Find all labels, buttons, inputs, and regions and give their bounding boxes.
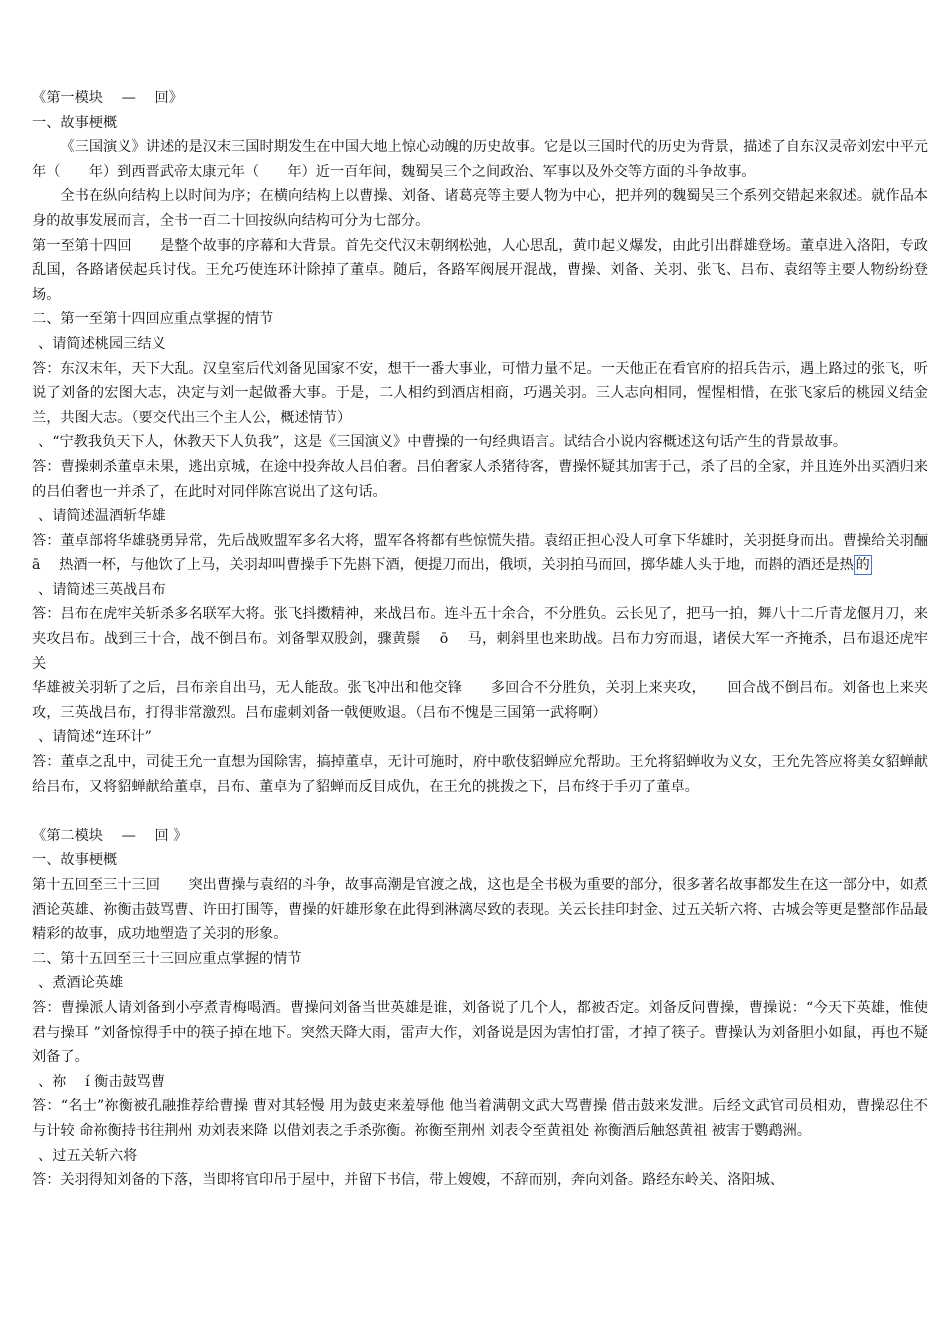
module1-answer-5: 答：董卓之乱中，司徒王允一直想为国除害，搞掉董卓，无计可施时，府中歌伎貂蝉应允帮助。王允将貂蝉收为义女，王允先答应将美女貂蝉献给吕布，又将貂蝉献给董卓，吕布、董卓为了貂蝉而反目成仇，在王允的挑拨之下，吕布终于手刃了董卓。 [32, 754, 928, 795]
document-body [32, 86, 947, 1193]
module2-question-1: 、煮酒论英雄 [38, 975, 124, 992]
module1-paragraph-1: 《三国演义》讲述的是汉末三国时期发生在中国大地上惊心动魄的历史故事。它是以三国时代的历史为背景，描述了自东汉灵帝刘宏中平元年（ 年）到西晋武帝太康元年（ 年）近一百年间，魏蜀吴三个之间政治、军事以及外交等方面的斗争故事。 [32, 139, 928, 180]
module1-question-4: 、请简述三英战吕布 [38, 581, 166, 598]
module1-paragraph-3: 第一至第十四回 是整个故事的序幕和大背景。首先交代汉末朝纲松弛，人心思乱，黄巾起义爆发，由此引出群雄登场。董卓进入洛阳，专政乱国，各路诸侯起兵讨伐。王允巧使连环计除掉了董卓。随后，各路军阀展开混战，曹操、刘备、关羽、张飞、吕布、袁绍等主要人物纷纷登场。 [32, 237, 928, 303]
module1-heading-plots: 二、第一至第十四回应重点掌握的情节 [32, 311, 274, 328]
module2-title: 《第二模块 — 回 》 [32, 827, 188, 844]
module1-question-5: 、请简述“连环计” [38, 729, 152, 746]
module2-question-3: 、过五关斩六将 [38, 1147, 138, 1164]
module1-answer-1: 答：东汉末年，天下大乱。汉皇室后代刘备见国家不安，想干一番大事业，可惜力量不足。一天他正在看官府的招兵告示，遇上路过的张飞，听说了刘备的宏图大志，决定与刘一起做番大事。于是，二人相约到酒店相商，巧遇关羽。三人志向相同，惺惺相惜，在张飞家后的桃园义结金兰，共图大志。（要交代出三个主人公，概述情节） [32, 360, 928, 426]
module1-answer-4a: 答：吕布在虎牢关斩杀多名联军大将。张飞抖擞精神，来战吕布。连斗五十余合，不分胜负。云长见了，把马一拍，舞八十二斤青龙偃月刀，来夹攻吕布。战到三十合，战不倒吕布。刘备掣双股剑，骤黄鬃 ō 马，刺斜里也来助战。吕布力穷而退，诸侯大军一齐掩杀，吕布退还虎牢关 [32, 606, 928, 672]
text-cursor-highlight[interactable]: 的 [855, 557, 870, 574]
module1-answer-4b: 华雄被关羽斩了之后，吕布亲自出马，无人能敌。张飞冲出和他交锋 多回合不分胜负，关羽上来夹攻， 回合战不倒吕布。刘备也上来夹攻，三英战吕布，打得非常激烈。吕布虚刺刘备一戟便败退。（吕布不愧是三国第一武将啊） [32, 680, 928, 721]
module2-heading-plots: 二、第十五回至三十三回应重点掌握的情节 [32, 950, 302, 967]
section-gap [32, 799, 928, 824]
module1-paragraph-2: 全书在纵向结构上以时间为序；在横向结构上以曹操、刘备、诸葛亮等主要人物为中心，把并列的魏蜀吴三个系列交错起来叙述。就作品本身的故事发展而言，全书一百二十回按纵向结构可分为七部分。 [32, 188, 928, 229]
module2-answer-3: 答：关羽得知刘备的下落，当即将官印吊于屋中，并留下书信，带上嫂嫂，不辞而别，奔向刘备。路经东岭关、洛阳城、 [32, 1172, 784, 1189]
module1-question-1: 、请简述桃园三结义 [38, 335, 166, 352]
module1-answer-3 [32, 529, 947, 578]
module1-title: 《第一模块 — 回》 [32, 90, 183, 106]
module1-answer-3-text: 答：董卓部将华雄骁勇异常，先后战败盟军多名大将，盟军各将都有些惊慌失措。袁绍正担心没人可拿下华雄时，关羽挺身而出。曹操给关羽酾 ā 热酒一杯，与他饮了上马，关羽却叫曹操手下先斟下酒，便提刀而出，俄顷，关羽拍马而回，掷华雄人头于地，而斟的酒还是热 [32, 532, 947, 574]
module2-answer-2: 答：“名士”祢衡被孔融推荐给曹操 曹对其轻慢 用为鼓吏来羞辱他 他当着满朝文武大骂曹操 借击鼓来发泄。后经文武官司员相劝，曹操忍住不与计较 命祢衡持书往荆州 劝刘表来降 以借刘表之手杀弥衡。祢衡至荆州 刘表令至黄祖处 祢衡酒后触怒黄祖 被害于鹦鹉洲。 [32, 1098, 928, 1139]
module1-answer-2: 答：曹操刺杀董卓未果，逃出京城，在途中投奔故人吕伯奢。吕伯奢家人杀猪待客，曹操怀疑其加害于己，杀了吕的全家，并且连外出买酒归来的吕伯奢也一并杀了，在此时对同伴陈宫说出了这句话。 [32, 458, 928, 500]
module2-question-2: 、祢 í 衡击鼓骂曹 [38, 1073, 166, 1090]
module2-answer-1: 答：曹操派人请刘备到小亭煮青梅喝酒。曹操问刘备当世英雄是谁，刘备说了几个人，都被否定。刘备反问曹操，曹操说：“今天下英雄，惟使君与操耳 ”刘备惊得手中的筷子掉在地下。突然天降大雨，雷声大作，刘备说是因为害怕打雷，才掉了筷子。曹操认为刘备胆小如鼠，再也不疑刘备了。 [32, 999, 928, 1066]
module2-paragraph-1: 第十五回至三十三回 突出曹操与袁绍的斗争，故事高潮是官渡之战，这也是全书极为重要的部分，很多著名故事都发生在这一部分中，如煮酒论英雄、祢衡击鼓骂曹、许田打围等，曹操的奸雄形象在此得到淋漓尽致的表现。关云长挂印封金、过五关斩六将、古城会等更是整部作品最精彩的故事，成功地塑造了关羽的形象。 [32, 877, 928, 943]
module1-question-2: 、“宁教我负天下人，休教天下人负我”，这是《三国演义》中曹操的一句经典语言。试结合小说内容概述这句话产生的背景故事。 [38, 434, 848, 451]
module1-heading-summary: 一、故事梗概 [32, 114, 118, 131]
module1-question-3: 、请简述温酒斩华雄 [38, 508, 166, 525]
module2-heading-summary: 一、故事梗概 [32, 852, 118, 869]
